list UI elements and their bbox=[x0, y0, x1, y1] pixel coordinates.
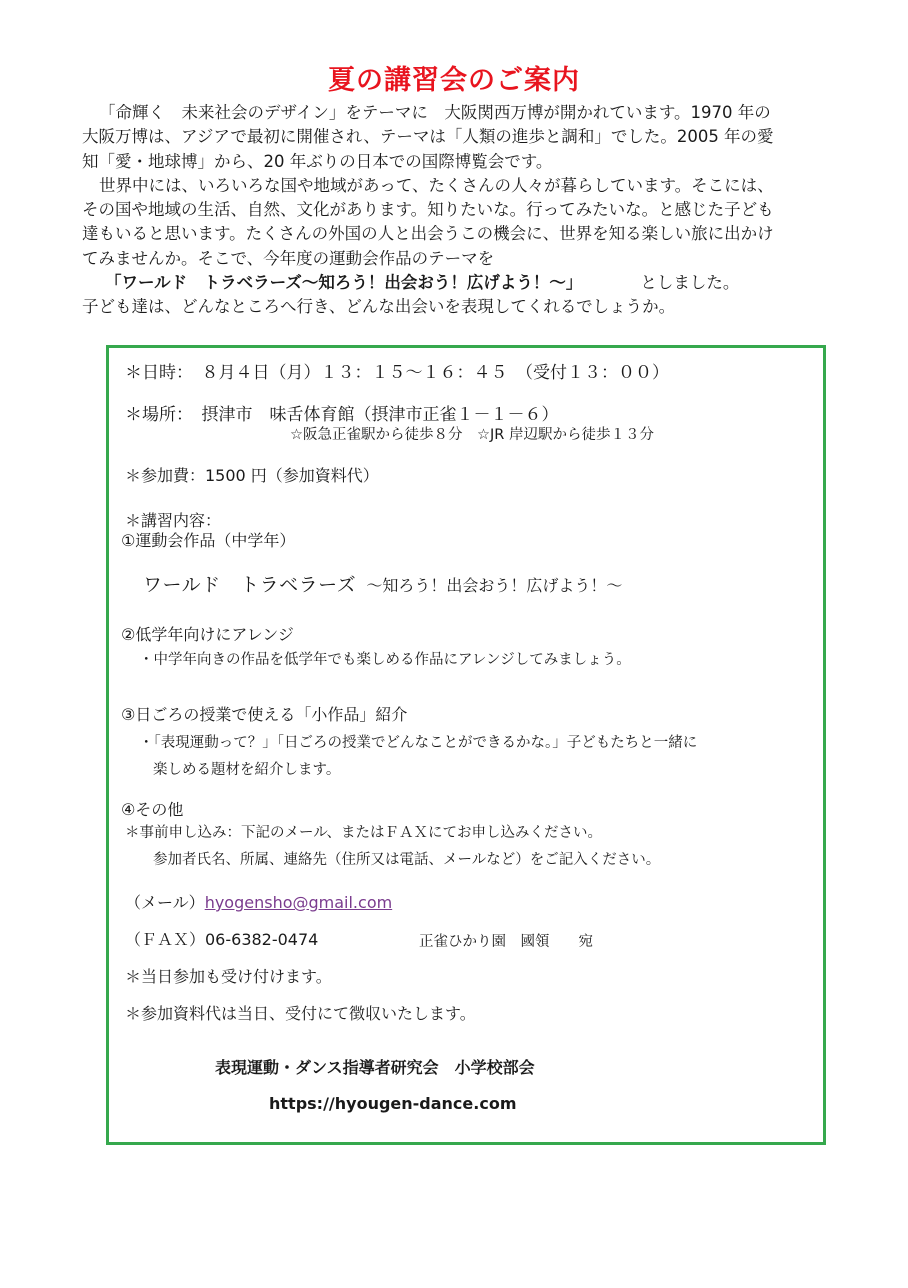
content-label: ＊講習内容： bbox=[125, 511, 222, 530]
intro-line: 世界中には、いろいろな国や地域があって、たくさんの人々が暮らしています。そこには、 bbox=[99, 175, 774, 195]
item4-heading: ④その他 bbox=[121, 800, 184, 819]
intro-line: その国や地域の生活、自然、文化があります。知りたいな。行ってみたいな。と感じた子ども bbox=[82, 200, 774, 220]
fax-number: （ＦＡＸ）06-6382-0474 bbox=[125, 930, 319, 949]
intro-line: 子ども達は、どんなところへ行き、どんな出会いを表現してくれるでしょうか。 bbox=[82, 297, 676, 317]
item1-title-line bbox=[143, 570, 622, 597]
intro-line: 知「愛・地球博」から、20 年ぶりの日本での国際博覧会です。 bbox=[82, 151, 553, 171]
item2-description: ・中学年向きの作品を低学年でも楽しめる作品にアレンジしてみましょう。 bbox=[139, 652, 631, 668]
sameday-note: ＊当日参加も受け付けます。 bbox=[125, 967, 332, 986]
item3-description-cont: 楽しめる題材を紹介します。 bbox=[153, 762, 341, 778]
item3-description: ・「表現運動って？」「日ごろの授業でどんなことができるかな。」子どもたちと一緒に bbox=[139, 735, 698, 751]
item2-heading: ②低学年向けにアレンジ bbox=[121, 625, 294, 644]
details-box bbox=[106, 345, 826, 1145]
fee: ＊参加費：1500 円（参加資料代） bbox=[125, 466, 379, 485]
payment-note: ＊参加資料代は当日、受付にて徴収いたします。 bbox=[125, 1004, 476, 1023]
item4-description-cont: 参加者氏名、所属、連絡先（住所又は電話、メールなど）をご記入ください。 bbox=[153, 852, 661, 868]
item4-description: ＊事前申し込み：下記のメール、またはＦＡＸにてお申し込みください。 bbox=[125, 825, 603, 841]
fax-recipient: 正雀ひかり園 國領 宛 bbox=[419, 934, 593, 950]
intro-text bbox=[82, 101, 842, 320]
item1-title: ワールド トラベラーズ bbox=[143, 574, 357, 596]
theme-line bbox=[82, 271, 842, 295]
mail-label: （メール） bbox=[125, 893, 205, 912]
page-title: 夏の講習会のご案内 bbox=[328, 65, 580, 96]
mail-link[interactable]: hyogensho@gmail.com bbox=[204, 893, 393, 912]
intro-line: 達もいると思います。たくさんの外国の人と出会うこの機会に、世界を知る楽しい旅に出かけ bbox=[82, 224, 774, 244]
intro-line: てみませんか。そこで、今年度の運動会作品のテーマを bbox=[82, 248, 495, 268]
datetime: ＊日時： ８月４日（月）１３：１５～１６：４５ （受付１３：００） bbox=[125, 363, 669, 383]
item1-subtitle: ～知ろう！出会おう！広げよう！～ bbox=[366, 576, 623, 595]
intro-line: 「命輝く 未来社会のデザイン」をテーマに 大阪関西万博が開かれています。1970 年の bbox=[99, 103, 771, 122]
intro-line: 大阪万博は、アジアで最初に開催され、テーマは「人類の進歩と調和」でした。2005 年の愛 bbox=[82, 127, 774, 147]
item3-heading: ③日ごろの授業で使える「小作品」紹介 bbox=[121, 705, 408, 724]
place: ＊場所： 摂津市 味舌体育館（摂津市正雀１－１－６） bbox=[125, 405, 559, 425]
theme-after: としました。 bbox=[640, 273, 740, 293]
access: ☆阪急正雀駅から徒歩８分 ☆JR 岸辺駅から徒歩１３分 bbox=[290, 427, 654, 443]
organization: 表現運動・ダンス指導者研究会 小学校部会 bbox=[215, 1058, 535, 1077]
theme-title: 「ワールド トラベラーズ～知ろう！出会おう！広げよう！～」 bbox=[105, 273, 583, 293]
fax-line bbox=[125, 927, 318, 950]
website-url[interactable]: https://hyougen-dance.com bbox=[269, 1094, 517, 1113]
mail-line bbox=[125, 890, 392, 913]
item1-heading: ①運動会作品（中学年） bbox=[121, 531, 296, 550]
